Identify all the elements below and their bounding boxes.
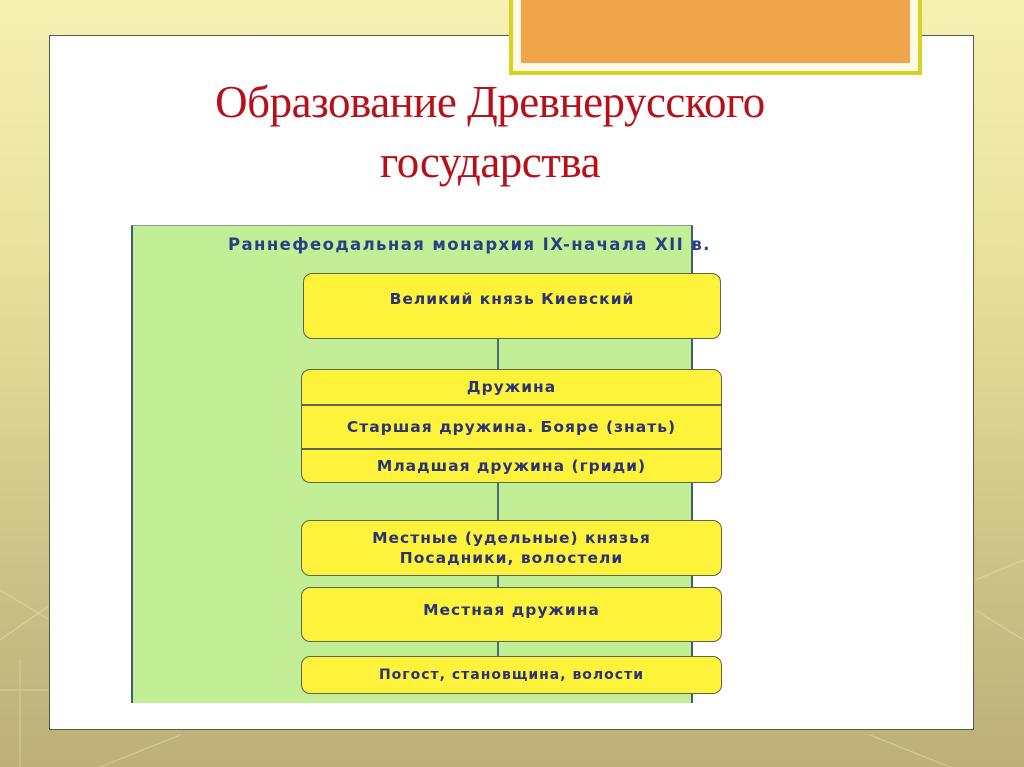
accent-fill (521, 0, 910, 63)
slide-title (140, 72, 840, 192)
title-line-2: государства (379, 137, 601, 187)
connector-2-3 (497, 481, 499, 521)
box-row: Дружина (466, 378, 557, 396)
box-pogost (301, 656, 722, 694)
box-row: Погост, становщина, волости (378, 667, 645, 683)
box-row: Посадники, волостели (399, 549, 624, 567)
diagram-header-text: Раннефеодальная монархия IX-начала XII в. (228, 235, 711, 254)
box-row: Местные (удельные) князья (372, 529, 651, 547)
connector-1-2 (497, 338, 499, 370)
connector-3-4 (497, 574, 499, 588)
box-local-druzhina (301, 587, 722, 642)
box-local-princes (301, 520, 722, 576)
box-druzhina (301, 369, 722, 483)
box-row: Великий князь Киевский (389, 290, 635, 308)
title-line-1: Образование Древнерусского (215, 77, 765, 127)
connector-4-5 (497, 640, 499, 657)
box-row: Местная дружина (423, 601, 600, 619)
hierarchy-diagram (131, 225, 711, 703)
accent-decoration (509, 0, 922, 75)
box-row: Старшая дружина. Бояре (знать) (346, 418, 677, 436)
box-row: Младшая дружина (гриди) (376, 457, 647, 475)
box-grand-prince (303, 273, 721, 339)
